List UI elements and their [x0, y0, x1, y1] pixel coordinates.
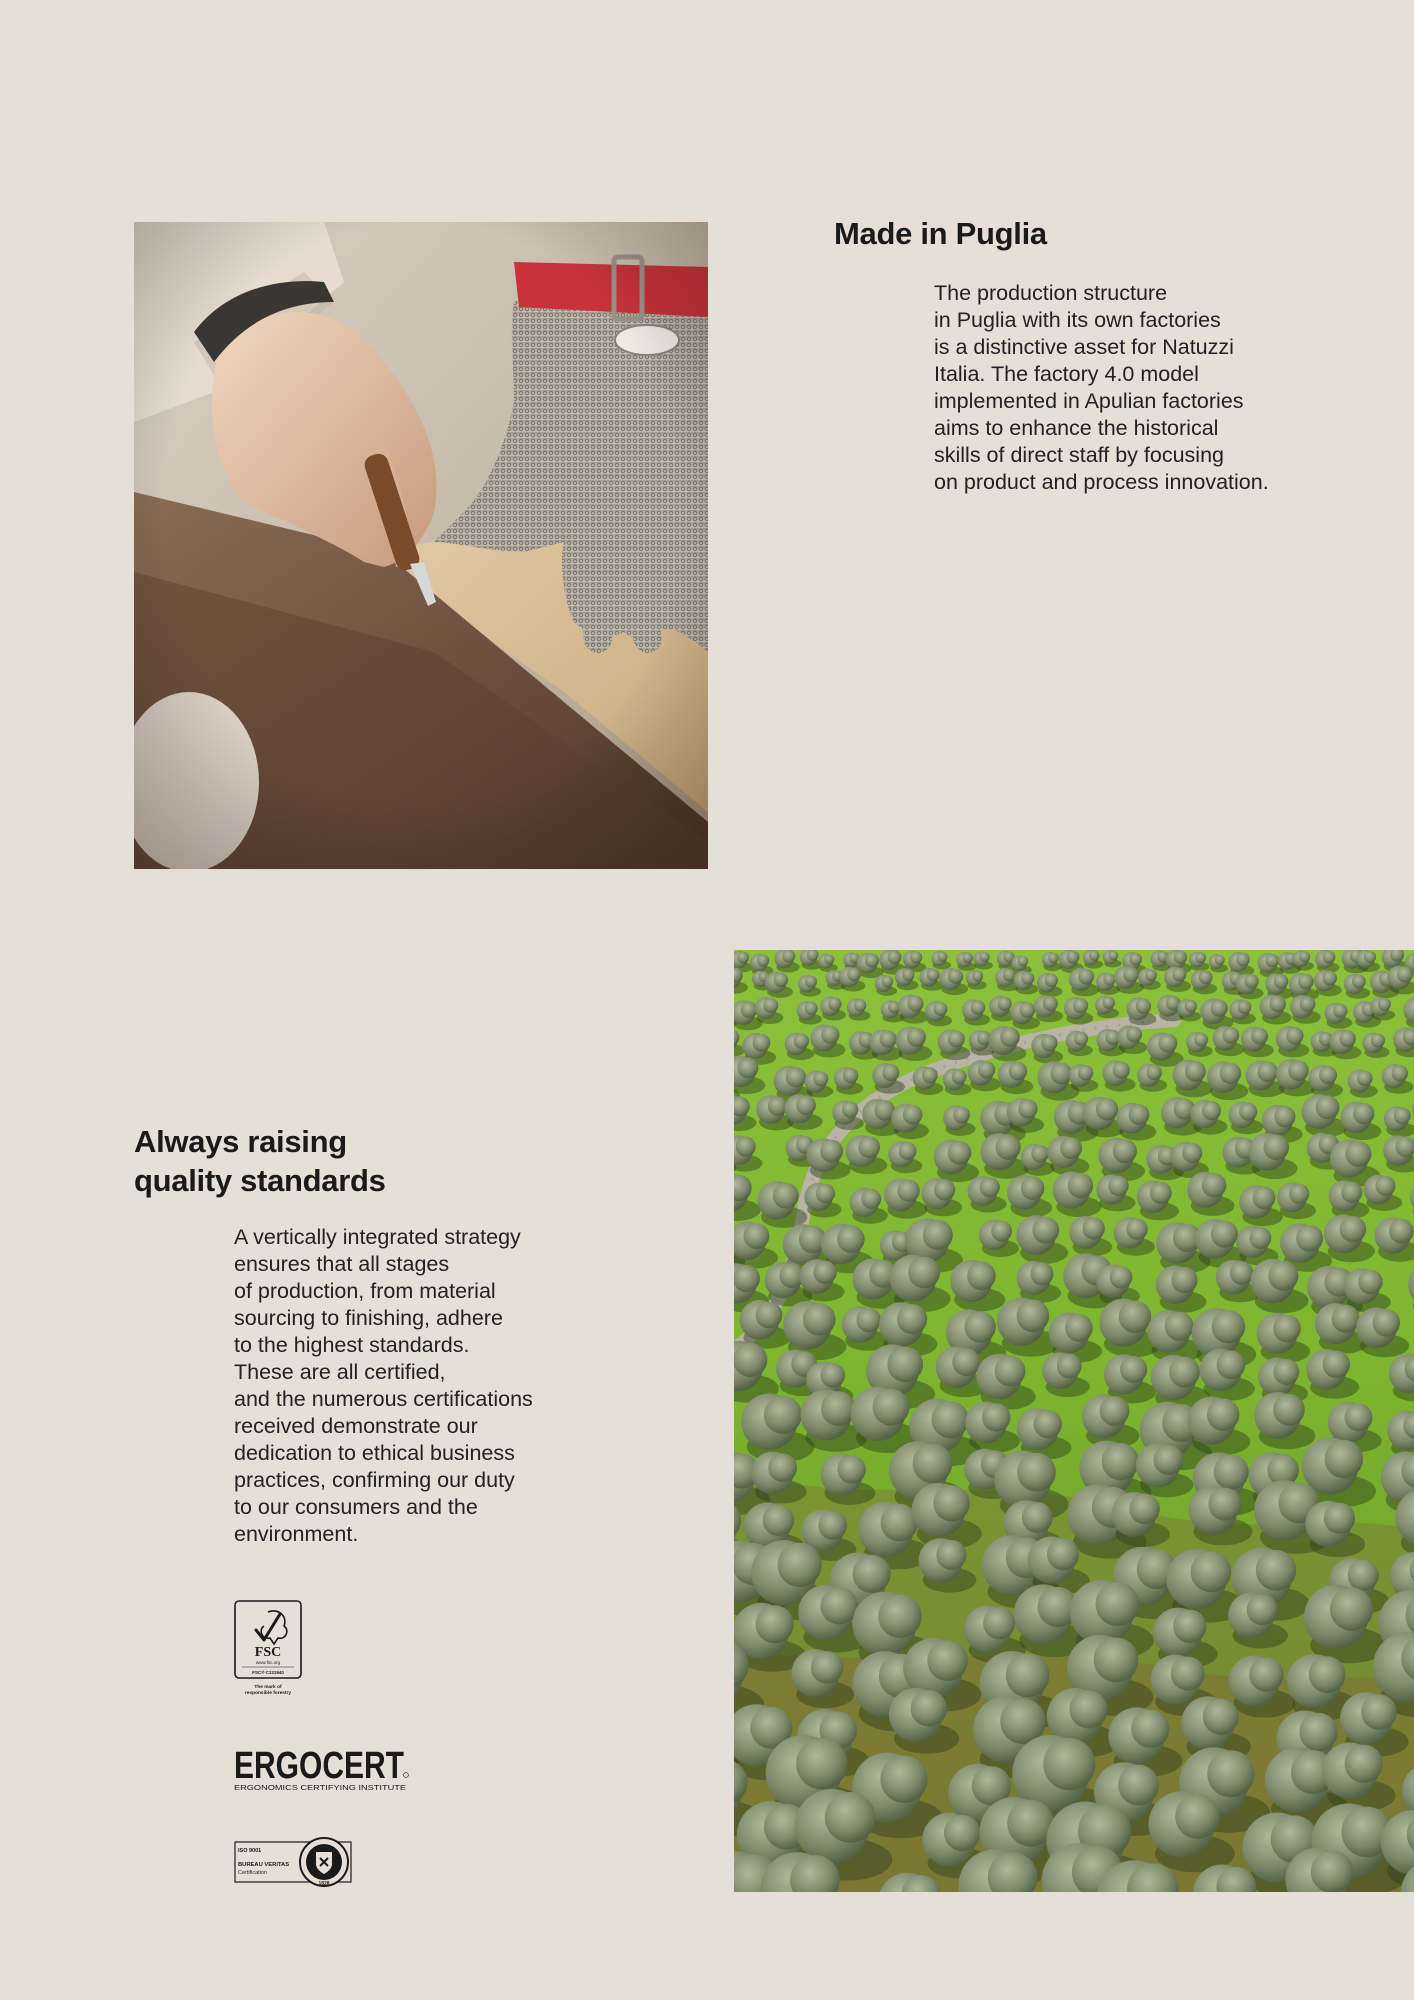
section-heading-made-in-puglia: Made in Puglia [834, 216, 1047, 251]
fsc-code: FSC® C131940 [252, 1670, 284, 1675]
bv-certification-label: Certification [238, 1870, 268, 1876]
body-line: implemented in Apulian factories [934, 389, 1244, 413]
body-line: aims to enhance the historical [934, 416, 1219, 440]
ergocert-wordmark: ERGOCERT [234, 1745, 404, 1787]
body-line: to our consumers and the [234, 1495, 478, 1519]
fsc-certification-logo [234, 1600, 302, 1700]
olive-grove-photo [734, 950, 1414, 1892]
fsc-logo-graphic [234, 1600, 302, 1700]
body-line: sourcing to finishing, adhere [234, 1306, 503, 1330]
body-line: These are all certified, [234, 1360, 446, 1384]
body-line: is a distinctive asset for Natuzzi [934, 335, 1234, 359]
section-body-quality-standards [234, 1224, 574, 1548]
section-heading-quality-standards [134, 1122, 386, 1200]
bv-year: 1828 [318, 1881, 330, 1887]
leather-cutting-illustration [134, 222, 708, 869]
fsc-tagline: The mark of [254, 1685, 282, 1690]
body-line: dedication to ethical business [234, 1441, 515, 1465]
bureau-veritas-logo-graphic [234, 1836, 352, 1888]
bv-iso-label: ISO 9001 [238, 1848, 262, 1854]
body-line: of production, from material [234, 1279, 496, 1303]
olive-grove-illustration [734, 950, 1414, 1892]
fsc-checkmark-icon [256, 1614, 280, 1640]
leather-cutting-photo [134, 222, 708, 869]
fsc-mark: FSC [254, 1645, 282, 1660]
body-line: Italia. The factory 4.0 model [934, 362, 1199, 386]
ergocert-logo-graphic [234, 1744, 410, 1794]
body-line: to the highest standards. [234, 1333, 470, 1357]
bv-name-label: BUREAU VERITAS [238, 1862, 290, 1868]
fsc-tagline: responsible forestry [244, 1691, 292, 1696]
body-line: and the numerous certifications [234, 1387, 533, 1411]
body-line: ensures that all stages [234, 1252, 450, 1276]
bureau-veritas-certification-logo [234, 1836, 352, 1888]
body-line: environment. [234, 1522, 359, 1546]
section-body-made-in-puglia [934, 280, 1354, 496]
ergocert-tagline: ERGONOMICS CERTIFYING INSTITUTE [234, 1783, 406, 1792]
body-line: skills of direct staff by focusing [934, 443, 1224, 467]
body-line: on product and process innovation. [934, 470, 1269, 494]
body-line: in Puglia with its own factories [934, 308, 1221, 332]
body-line: A vertically integrated strategy [234, 1225, 521, 1249]
body-line: received demonstrate our [234, 1414, 478, 1438]
body-line: practices, confirming our duty [234, 1468, 515, 1492]
ergocert-certification-logo [234, 1744, 410, 1794]
fsc-url: www.fsc.org [255, 1660, 281, 1665]
body-line: The production structure [934, 281, 1168, 305]
heading-line: Always raising [134, 1124, 347, 1159]
heading-line: quality standards [134, 1163, 386, 1198]
